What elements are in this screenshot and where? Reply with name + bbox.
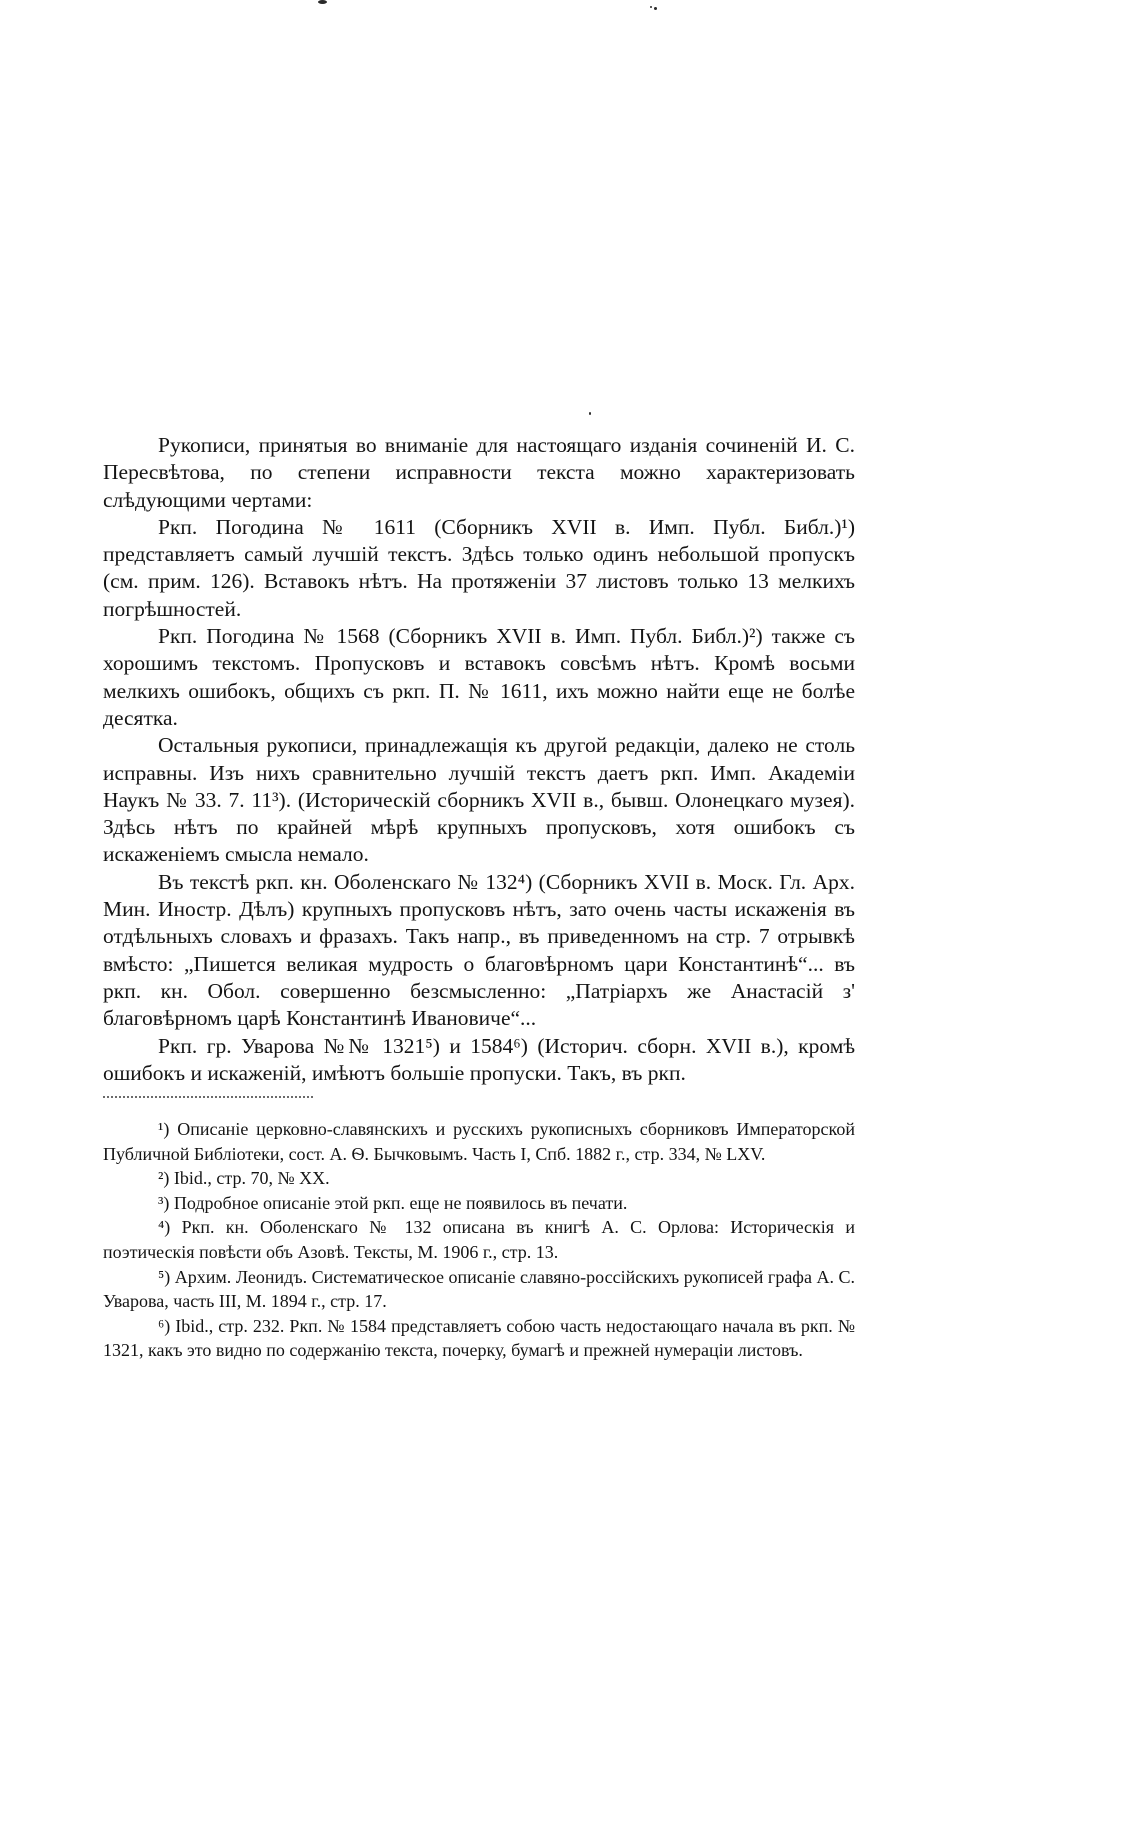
footnote: ⁴) Ркп. кн. Оболенскаго № 132 описана въ книгѣ А. С. Орлова: Историческія и поэтическія повѣсти объ Азовѣ. Тексты, М. 1906 г., стр. 13. bbox=[103, 1217, 855, 1262]
scan-speck bbox=[654, 7, 657, 10]
footnotes bbox=[103, 1117, 855, 1363]
scan-speck bbox=[318, 0, 327, 4]
footnote: ⁵) Архим. Леонидъ. Систематическое описаніе славяно-россійскихъ рукописей графа А. С. Уварова, часть III, М. 1894 г., стр. 17. bbox=[103, 1266, 855, 1312]
scan-speck bbox=[650, 6, 652, 8]
paragraph: Ркп. Погодина № 1611 (Сборникъ XVII в. Имп. Публ. Библ.)¹) представляетъ самый лучшій текстъ. Здѣсь только одинъ небольшой пропускъ (см. прим. 126). Вставокъ нѣтъ. На протяженіи 37 листовъ только 13 мелкихъ погрѣшностей. bbox=[103, 514, 855, 621]
footnote: ⁶) Ibid., стр. 232. Ркп. № 1584 представляетъ собою часть недостающаго начала въ ркп. № 1321, какъ это видно по содержанію текста, почерку, бумагѣ и прежней нумераціи листовъ. bbox=[103, 1315, 855, 1361]
footnote-separator bbox=[103, 1096, 313, 1098]
footnote: ¹) Описаніе церковно-славянскихъ и русскихъ рукописныхъ сборниковъ Императорской Публичной Библіотеки, сост. А. Ѳ. Бычковымъ. Часть I, Спб. 1882 г., стр. 334, № LXV. bbox=[103, 1119, 855, 1164]
footnote: ²) Ibid., стр. 70, № XX. bbox=[158, 1168, 330, 1189]
main-text bbox=[103, 432, 855, 1087]
paragraph: Рукописи, принятыя во вниманіе для настоящаго изданія сочиненій И. С. Пересвѣтова, по степени исправности текста можно характеризовать слѣдующими чертами: bbox=[103, 433, 855, 512]
paragraph: Ркп. гр. Уварова №№ 1321⁵) и 1584⁶) (Историч. сборн. XVII в.), кромѣ ошибокъ и искаженій, имѣютъ большіе пропуски. Такъ, въ ркп. bbox=[103, 1033, 855, 1085]
paragraph: Ркп. Погодина № 1568 (Сборникъ XVII в. Имп. Публ. Библ.)²) также съ хорошимъ текстомъ. Пропусковъ и вставокъ совсѣмъ нѣтъ. Кромѣ восьми мелкихъ ошибокъ, общихъ съ ркп. П. № 1611, ихъ можно найти еще не болѣе десятка. bbox=[103, 624, 855, 730]
footnote: ³) Подробное описаніе этой ркп. еще не появилось въ печати. bbox=[158, 1192, 628, 1213]
paragraph: Въ текстѣ ркп. кн. Оболенскаго № 132⁴) (Сборникъ XVII в. Моск. Гл. Арх. Мин. Иностр. Дѣлъ) крупныхъ пропусковъ нѣтъ, зато очень часты искаженія въ отдѣльныхъ словахъ и фразахъ. Такъ напр., въ приведенномъ на стр. 7 отрывкѣ вмѣсто: „Пишется великая мудрость о благовѣрномъ цари Константинѣ“... въ ркп. кн. Обол. совершенно безсмысленно: „Патріархъ же Анастасій з' благовѣрномъ царѣ Константинѣ Ивановиче“... bbox=[103, 869, 855, 1031]
paragraph: Остальныя рукописи, принадлежащія къ другой редакціи, далеко не столь исправны. Изъ нихъ сравнительно лучшій текстъ даетъ ркп. Имп. Академіи Наукъ № 33. 7. 11³). (Историческій сборникъ XVII в., бывш. Олонецкаго музея). Здѣсь нѣтъ по крайней мѣрѣ крупныхъ пропусковъ, хотя ошибокъ съ искаженіемъ смысла немало. bbox=[103, 733, 855, 867]
scan-speck bbox=[589, 412, 591, 415]
